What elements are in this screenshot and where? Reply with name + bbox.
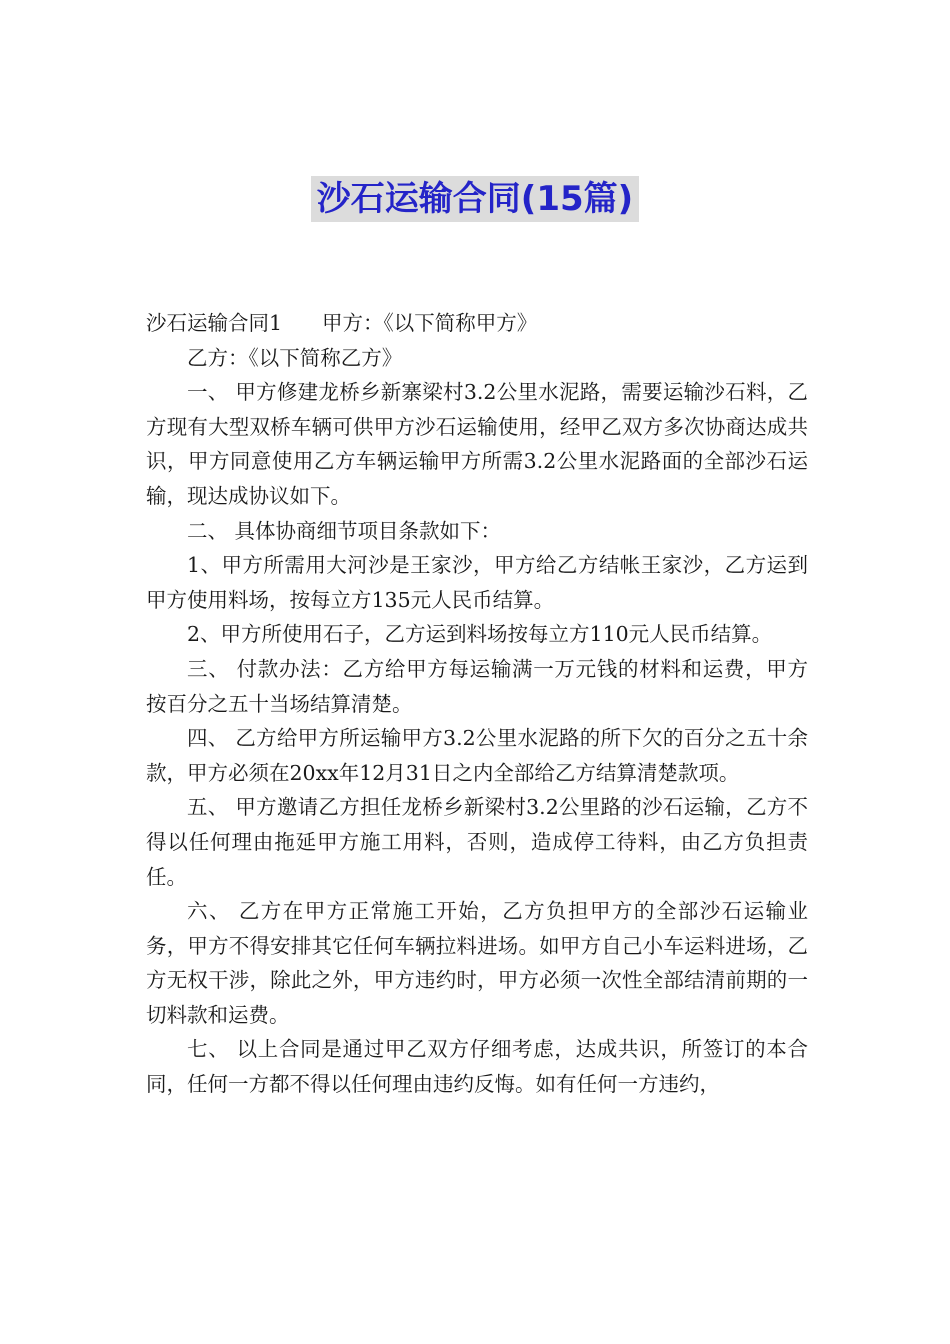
clause-1: 一、 甲方修建龙桥乡新寨梁村3.2公里水泥路，需要运输沙石料，乙方现有大型双桥车辆可供甲方沙石运输使用，经甲乙双方多次协商达成共识，甲方同意使用乙方车辆运输甲方所需3.2公里水泥路面的全部沙石运输，现达成协议如下。 <box>146 380 808 508</box>
party-b-line: 乙方：《以下简称乙方》 <box>187 345 403 370</box>
contract-heading: 沙石运输合同1 <box>146 311 283 335</box>
clause-7: 七、 以上合同是通过甲乙双方仔细考虑，达成共识，所签订的本合同，任何一方都不得以任何理由违约反悔。如有任何一方违约， <box>146 1037 808 1097</box>
clause-4: 四、 乙方给甲方所运输甲方3.2公里水泥路的所下欠的百分之五十余款，甲方必须在20xx年12月31日之内全部给乙方结算清楚款项。 <box>146 726 808 785</box>
party-a-line: 甲方：《以下简称甲方》 <box>322 311 538 335</box>
document-title: 沙石运输合同(15篇) <box>311 176 639 222</box>
contract-heading-line <box>146 306 808 341</box>
contract-body <box>146 306 808 1102</box>
clause-6: 六、 乙方在甲方正常施工开始，乙方负担甲方的全部沙石运输业务，甲方不得安排其它任何车辆拉料进场。如甲方自己小车运料进场，乙方无权干涉，除此之外，甲方违约时，甲方必须一次性全部结清前期的一切料款和运费。 <box>146 899 808 1027</box>
clause-3: 三、 付款办法：乙方给甲方每运输满一万元钱的材料和运费，甲方按百分之五十当场结算清楚。 <box>146 656 808 716</box>
clause-2-item-1: 1、甲方所需用大河沙是王家沙，甲方给乙方结帐王家沙，乙方运到甲方使用料场，按每立方135元人民币结算。 <box>146 553 808 612</box>
clause-2-item-2: 2、甲方所使用石子，乙方运到料场按每立方110元人民币结算。 <box>187 622 773 647</box>
title-container <box>0 176 950 222</box>
clause-5: 五、 甲方邀请乙方担任龙桥乡新梁村3.2公里路的沙石运输，乙方不得以任何理由拖延甲方施工用料，否则，造成停工待料，由乙方负担责任。 <box>146 795 808 889</box>
clause-2: 二、 具体协商细节项目条款如下： <box>187 518 502 543</box>
